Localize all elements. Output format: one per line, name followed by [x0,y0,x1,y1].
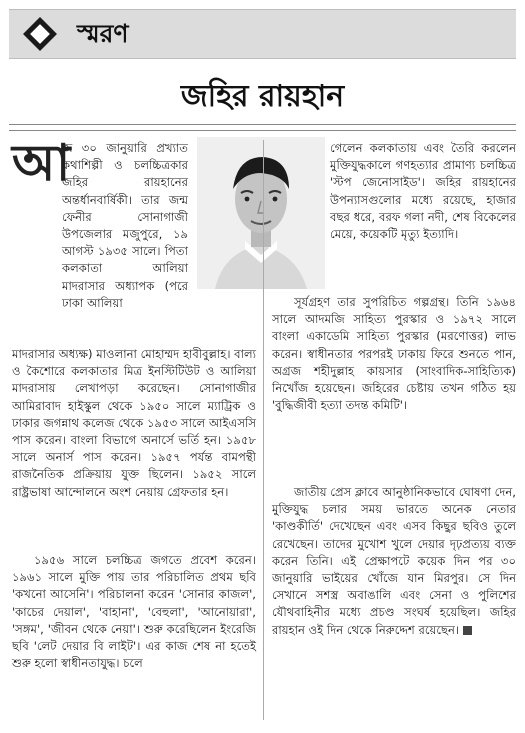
portrait-illustration [197,137,325,289]
column-two-top-paragraph: গেলেন কলকাতায় এবং তৈরি করলেন মুক্তিযুদ্ধকালে গণহত্যার প্রামাণ্য চলচ্চিত্র 'স্টপ জেনোসাইড'। জহির রায়হানের উপন্যাসগুলোর মধ্যে রয়েছে, হাজার বছর ধরে, বরফ গলা নদী, শেষ বিকেলের মেয়ে, কয়েকটি মৃত্যু ইত্যাদি। [330,141,516,242]
headline-bottom-rule [9,130,516,131]
disappearance-text: জাতীয় প্রেস ক্লাবে আনুষ্ঠানিকভাবে ঘোষণা দেন, মুক্তিযুদ্ধ চলার সময় ভারতে অনেক নেতার 'কাণ্ডকীর্তি' দেখেছেন এবং এসব কিছুর ছবিও তুলে রেখেছেন। তাদের মুখোশ খুলে দেয়ার দৃঢ়প্রত্যয় ব্যক্ত করেন তিনি। এই প্রেক্ষাপটে কয়েক দিন পর ৩০ জানুয়ারি ভাইয়ের খোঁজে যান মিরপুর। সে দিন সেখানে সশস্ত্র অবাঙালি এবং সেনা ও পুলিশের যৌথবাহিনীর মধ্যে প্রচণ্ড সংঘর্ষ হয়েছিল। জহির রায়হান ওই দিন থেকে নিরুদ্দেশ রয়েছেন। [272,485,516,637]
disappearance-paragraph [272,484,516,639]
intro-paragraph: জ ৩০ জানুয়ারি প্রখ্যাত কথাশিল্পী ও চলচ্চিত্রকার জহির রায়হানের অন্তর্ধানবার্ষিকী। তার জন্ম ফেনীর সোনাগাজী উপজেলার মজুপুরে, ১৯ আগস্ট ১৯৩৫ সালে। পিতা কলকাতা আলিয়া মাদরাসার অধ্যাপক (পরে ঢাকা আলিয়া [62,141,188,310]
diamond-logo-icon [22,16,58,52]
author-portrait [197,137,325,289]
drop-cap: আ [12,134,71,192]
section-label: স্মরণ [77,19,129,48]
awards-paragraph: সূর্যগ্রহণ তার সুপরিচিত গল্পগ্রন্থ। তিনি ১৯৬৪ সালে আদমজি সাহিত্য পুরস্কার ও ১৯৭২ সালে বাংলা একাডেমি সাহিত্য পুরস্কার (মরণোত্তর) লাভ করেন। স্বাধীনতার পরপরই ঢাকায় ফিরে শুনতে পান, অগ্রজ শহীদুল্লাহ কায়সার (সাংবাদিক-সাহিত্যিক) নিখোঁজ হয়েছেন। জহিরের চেষ্টায় তখন গঠিত হয় 'বুদ্ধিজীবী হত্যা তদন্ত কমিটি'। [272,295,516,413]
biography-paragraph: মাদরাসার অধ্যক্ষ) মাওলানা মোহাম্মদ হাবীবুল্লাহ। বাল্য ও কৈশোরে কলকাতার মিত্র ইনস্টিটিউট ও আলিয়া মাদরাসায় লেখাপড়া করেছেন। সোনাগাজীর আমিরাবাদ হাইস্কুল থেকে ১৯৫০ সালে ম্যাট্রিক ও ঢাকার জগন্নাথ কলেজ থেকে ১৯৫৩ সালে আইএসসি পাস করেন। বাংলা বিভাগে অনার্সে ভর্তি হন। ১৯৫৮ সালে অনার্স পাস করেন। ১৯৫৭ পর্যন্ত বামপন্থী রাজনৈতিক প্রক্রিয়ায় যুক্ত ছিলেন। ১৯৫২ সালে রাষ্ট্রভাষা আন্দোলনে অংশ নেয়ায় গ্রেফতার হন। [12,347,256,499]
column-divider [263,140,264,720]
section-header-bar [9,9,516,59]
headline-top-rule [9,124,516,125]
article-headline: জহির রায়হান [180,79,345,114]
end-of-article-mark [463,626,472,635]
film-career-paragraph: ১৯৫৬ সালে চলচ্চিত্র জগতে প্রবেশ করেন। ১৯৬১ সালে মুক্তি পায় তার পরিচালিত প্রথম ছবি 'কখনো আসেনি'। পরিচালনা করেন 'সোনার কাজল', 'কাচের দেয়াল', 'বাহানা', 'বেহুলা', 'আনোয়ারা', 'সঙ্গম', 'জীবন থেকে নেয়া'। শুরু করেছিলেন ইংরেজি ছবি 'লেট দেয়ার বি লাইট'। এর কাজ শেষ না হতেই শুরু হলো স্বাধীনতাযুদ্ধ। চলে [12,553,256,671]
